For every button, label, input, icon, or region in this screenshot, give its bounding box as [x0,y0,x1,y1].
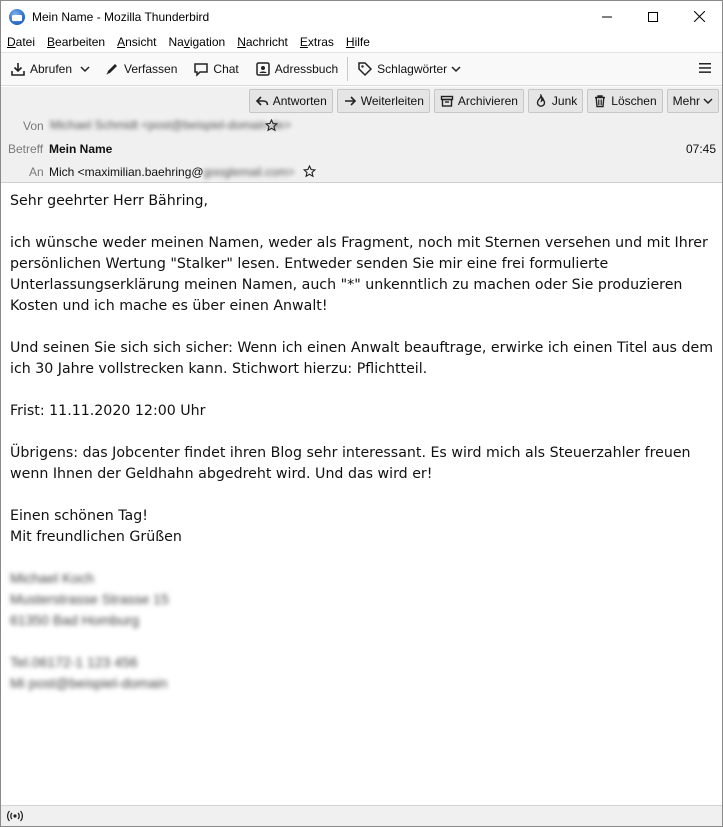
body-closing-2: Mit freundlichen Grüßen [10,529,182,545]
junk-button[interactable]: Junk [528,89,583,113]
body-paragraph-2: Und seinen Sie sich sich sicher: Wenn ich einen Anwalt beauftrage, erwirke ich einen Titel aus dem ich 30 Jahre vollstrecken kann. Stichwort hierzu: Pflichtteil. [10,340,714,377]
message-time: 07:45 [685,142,716,156]
reply-icon [255,94,269,108]
star-icon[interactable] [265,119,278,132]
tag-icon [357,61,373,77]
main-toolbar [1,52,722,86]
menu-datei[interactable]: Datei [7,35,36,49]
pencil-icon [104,61,120,77]
minimize-button[interactable] [584,1,630,32]
flame-icon [534,94,548,108]
mehr-button[interactable]: Mehr [667,89,719,113]
forward-arrow-icon [343,94,357,108]
to-label: An [29,165,44,179]
minimize-icon [602,12,612,22]
maximize-button[interactable] [630,1,676,32]
download-icon [10,61,26,77]
close-button[interactable] [676,1,722,32]
menu-nachricht[interactable]: Nachricht [237,35,288,49]
menu-extras[interactable]: Extras [299,35,334,49]
from-label: Von [23,119,44,133]
signature-line: Michael Koch [10,570,95,586]
menu-bearbeiten[interactable]: Bearbeiten [47,35,106,49]
schlagwoerter-button[interactable]: Schlagwörter [352,56,466,82]
address-book-icon [255,61,271,77]
body-paragraph-4: Übrigens: das Jobcenter findet ihren Blog sehr interessant. Es wird mich als Steuerzahler freuen wenn Ihnen der Geldhahn abgedreht wird. Und das wird er! [10,445,691,482]
signature-line: Musterstrasse Strasse 15 [10,591,169,607]
verfassen-button[interactable]: Verfassen [99,56,182,82]
body-paragraph-1: ich wünsche weder meinen Namen, weder als Fragment, noch mit Sternen versehen und mit Ihrer persönlichen Wertung "Stalker" lesen. Entweder senden Sie mir eine frei formulierte Unterlassungserklärung meinen Namen, auch "*" unkenntlich zu machen oder Sie produzieren Kosten und ich mache es über einen Anwalt! [10,235,708,314]
trash-icon [593,94,607,108]
hamburger-menu-icon [698,61,712,75]
chat-button[interactable]: Chat [188,56,243,82]
archive-box-icon [440,94,454,108]
menu-bar [1,32,722,52]
chevron-down-icon [703,96,713,106]
chat-bubble-icon [193,61,209,77]
body-greeting: Sehr geehrter Herr Bähring, [10,193,209,209]
abrufen-dropdown[interactable] [77,56,93,82]
body-closing-1: Einen schönen Tag! [10,508,148,524]
archivieren-button[interactable]: Archivieren [434,89,524,113]
chevron-down-icon [80,64,90,74]
header-action-buttons [249,89,719,113]
adressbuch-button[interactable]: Adressbuch [250,56,343,82]
signature-line: 61350 Bad Homburg [10,612,140,628]
window-title: Mein Name - Mozilla Thunderbird [32,9,210,24]
weiterleiten-button[interactable]: Weiterleiten [337,89,430,113]
star-icon[interactable] [303,165,316,178]
signature-line: Mi post@beispiel-domain [10,675,168,691]
thunderbird-logo-icon [9,9,25,25]
window-controls [584,1,722,32]
maximize-icon [648,12,658,22]
title-bar [1,1,722,32]
subject-value: Mein Name [49,142,113,156]
from-value[interactable]: Michael Schmidt <post@beispiel-domain.de> [50,118,291,132]
app-menu-button[interactable] [698,61,712,78]
signature-line: Tel.06172-1 123 456 [10,654,138,670]
signature-block [10,568,169,694]
status-bar [1,805,722,826]
toolbar-separator [347,57,348,81]
menu-hilfe[interactable]: Hilfe [345,35,370,49]
message-body [10,191,716,548]
body-paragraph-3: Frist: 11.11.2020 12:00 Uhr [10,403,206,419]
chevron-down-icon [451,64,461,74]
antworten-button[interactable]: Antworten [249,89,333,113]
abrufen-button[interactable]: Abrufen [5,56,77,82]
menu-navigation[interactable]: Navigation [168,35,226,49]
to-value[interactable]: Mich <maximilian.baehring@googlemail.com> [49,165,295,179]
close-icon [694,11,705,22]
subject-label: Betreff [8,142,44,156]
menu-ansicht[interactable]: Ansicht [117,35,157,49]
online-status-icon[interactable] [7,809,23,823]
loeschen-button[interactable]: Löschen [587,89,662,113]
message-header [1,87,722,183]
